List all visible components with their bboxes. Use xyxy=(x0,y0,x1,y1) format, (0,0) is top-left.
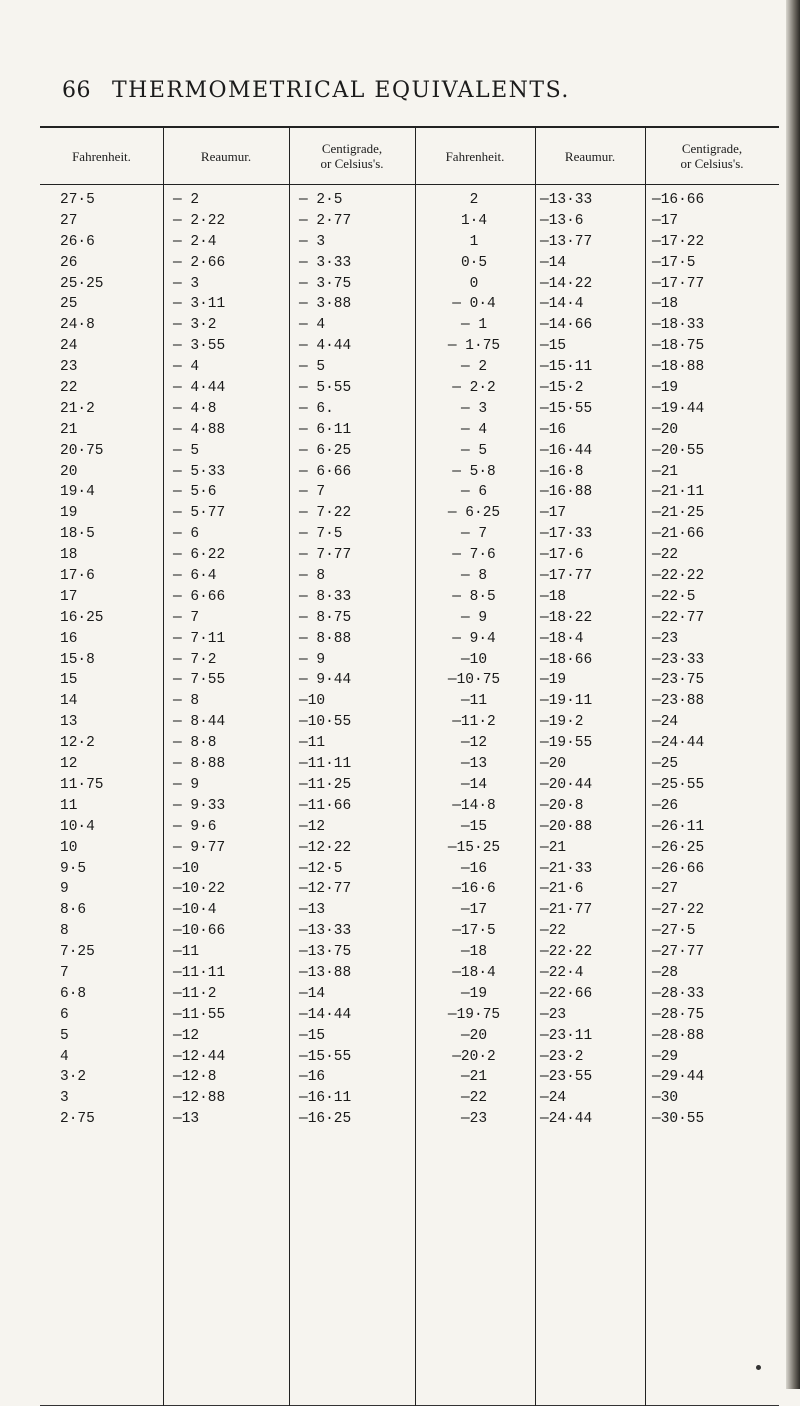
header-reaumur-1: Reaumur. xyxy=(200,148,252,164)
table-cell: 23 xyxy=(60,359,78,376)
header-fahrenheit-2: Fahrenheit. xyxy=(445,148,505,164)
table-cell: 15 xyxy=(60,672,78,689)
table-cell: — 6·66 xyxy=(173,588,226,605)
table-cell: — 8·44 xyxy=(173,714,226,731)
table-cell: —16·66 xyxy=(652,192,705,208)
table-cell: —10·55 xyxy=(299,714,352,731)
table-cell: — 3 xyxy=(299,233,326,250)
table-cell: —27 xyxy=(652,881,679,898)
table-cell: — 4·8 xyxy=(173,400,217,417)
table-cell: —20 xyxy=(652,421,679,438)
table-cell: — 6 xyxy=(173,526,200,543)
fahrenheit-column-1 xyxy=(60,184,104,1130)
reaumur-column-1 xyxy=(173,184,225,1130)
table-cell: — 8·5 xyxy=(452,588,496,605)
table-cell: —18·66 xyxy=(540,651,593,668)
table-cell: —17·77 xyxy=(652,275,705,292)
table-cell: 9 xyxy=(60,881,69,898)
table-cell: —20 xyxy=(460,1027,488,1044)
table-cell: — 7 xyxy=(460,526,488,543)
table-cell: — 8·75 xyxy=(299,609,352,626)
table-cell: — 8·8 xyxy=(173,735,217,752)
table-cell: —21·25 xyxy=(652,505,705,522)
table-cell: —19·2 xyxy=(540,714,584,731)
table-cell: — 2·77 xyxy=(299,212,352,229)
table-cell: —19·11 xyxy=(540,693,593,710)
table-cell: 2·75 xyxy=(60,1111,95,1128)
table-cell: —19·75 xyxy=(447,1006,501,1023)
table-cell: —20·88 xyxy=(540,818,593,835)
table-cell: — 3·2 xyxy=(173,317,217,334)
table-cell: — 0·4 xyxy=(452,296,496,313)
table-cell: —23·55 xyxy=(540,1069,593,1086)
table-cell: —12 xyxy=(173,1027,200,1044)
table-cell: —21 xyxy=(652,463,679,480)
table-cell: — 7·11 xyxy=(173,630,226,647)
table-cell: 3·2 xyxy=(60,1069,87,1086)
table-cell: —23 xyxy=(652,630,679,647)
column-divider xyxy=(645,126,646,1406)
table-cell: —13·75 xyxy=(299,944,352,961)
table-cell: 5 xyxy=(60,1027,69,1044)
table-cell: —18·4 xyxy=(452,964,496,981)
table-cell: —10·4 xyxy=(173,902,217,919)
table-cell: —18·33 xyxy=(652,317,705,334)
table-cell: —18·4 xyxy=(540,630,584,647)
table-cell: — 2·4 xyxy=(173,233,217,250)
table-cell: 1 xyxy=(469,233,479,250)
table-cell: — 7·77 xyxy=(299,547,352,564)
header-centigrade-1: Centigrade, or Celsius's. xyxy=(320,141,384,171)
table-cell: 26 xyxy=(60,254,78,271)
table-cell: —24 xyxy=(652,714,679,731)
table-cell: — 7 xyxy=(173,609,200,626)
table-cell: —13·33 xyxy=(540,192,593,208)
table-cell: —11·66 xyxy=(299,797,352,814)
table-cell: —10 xyxy=(173,860,200,877)
table-cell: —15·25 xyxy=(447,839,501,856)
header-centigrade-2: Centigrade, or Celsius's. xyxy=(680,141,744,171)
table-cell: 6 xyxy=(60,1006,69,1023)
table-cell: —12·5 xyxy=(299,860,343,877)
reaumur-column-2 xyxy=(540,184,592,1130)
table-cell: — 6·11 xyxy=(299,421,352,438)
table-cell: —14 xyxy=(460,776,488,793)
table-cell: —11·2 xyxy=(452,714,496,731)
table-cell: — 9·77 xyxy=(173,839,226,856)
fahrenheit-column-2 xyxy=(434,184,514,1130)
table-cell: 4 xyxy=(60,1048,69,1065)
table-cell: —24·44 xyxy=(540,1111,593,1128)
table-cell: 25 xyxy=(60,296,78,313)
table-cell: — 8 xyxy=(460,568,488,585)
table-cell: — 8·33 xyxy=(299,588,352,605)
table-cell: — 5 xyxy=(460,442,488,459)
table-cell: —13·33 xyxy=(299,923,352,940)
table-cell: —20 xyxy=(540,756,567,773)
table-cell: —17·6 xyxy=(540,547,584,564)
table-cell: 15·8 xyxy=(60,651,95,668)
table-cell: 10·4 xyxy=(60,818,95,835)
table-cell: — 6·4 xyxy=(173,568,217,585)
header-fahrenheit-1: Fahrenheit. xyxy=(72,148,131,164)
table-cell: —25 xyxy=(652,756,679,773)
table-cell: —30 xyxy=(652,1090,679,1107)
table-cell: —16·6 xyxy=(452,881,496,898)
table-cell: — 5 xyxy=(173,442,200,459)
table-cell: —21 xyxy=(460,1069,488,1086)
table-cell: —29·44 xyxy=(652,1069,705,1086)
column-divider xyxy=(415,126,416,1406)
table-cell: 20 xyxy=(60,463,78,480)
table-cell: 18·5 xyxy=(60,526,95,543)
table-cell: 11 xyxy=(60,797,78,814)
table-cell: —13·88 xyxy=(299,964,352,981)
table-cell: — 2·22 xyxy=(173,212,226,229)
table-cell: —23 xyxy=(460,1111,488,1128)
table-cell: — 7 xyxy=(299,484,326,501)
table-cell: —27·77 xyxy=(652,944,705,961)
table-cell: —10 xyxy=(460,651,488,668)
table-cell: 16·25 xyxy=(60,609,104,626)
table-cell: —11 xyxy=(460,693,488,710)
table-cell: — 5·6 xyxy=(173,484,217,501)
table-cell: —17 xyxy=(460,902,488,919)
table-cell: —12·22 xyxy=(299,839,352,856)
table-cell: 27 xyxy=(60,212,78,229)
table-cell: 12 xyxy=(60,756,78,773)
table-cell: —15 xyxy=(460,818,488,835)
table-cell: 19·4 xyxy=(60,484,95,501)
table-cell: —16 xyxy=(540,421,567,438)
table-cell: 14 xyxy=(60,693,78,710)
table-cell: — 2 xyxy=(460,359,488,376)
centigrade-column-1 xyxy=(299,184,351,1130)
table-cell: 0 xyxy=(469,275,479,292)
table-cell: — 6·25 xyxy=(299,442,352,459)
table-cell: —15 xyxy=(540,338,567,355)
table-cell: —16·8 xyxy=(540,463,584,480)
table-cell: —17·5 xyxy=(652,254,696,271)
table-cell: —27·22 xyxy=(652,902,705,919)
table-cell: — 4·44 xyxy=(299,338,352,355)
table-cell: 20·75 xyxy=(60,442,104,459)
table-cell: —23 xyxy=(540,1006,567,1023)
table-cell: —20·2 xyxy=(452,1048,496,1065)
table-cell: 6·8 xyxy=(60,985,87,1002)
table-cell: —11·2 xyxy=(173,985,217,1002)
table-cell: —22·4 xyxy=(540,964,584,981)
page-number: 66 xyxy=(62,78,91,103)
table-cell: —30·55 xyxy=(652,1111,705,1128)
table-cell: —22·66 xyxy=(540,985,593,1002)
table-cell: —21·33 xyxy=(540,860,593,877)
table-cell: —21·66 xyxy=(652,526,705,543)
table-cell: — 9·6 xyxy=(173,818,217,835)
table-cell: —21·77 xyxy=(540,902,593,919)
table-cell: —18·88 xyxy=(652,359,705,376)
table-cell: —13 xyxy=(299,902,326,919)
table-cell: —22 xyxy=(652,547,679,564)
table-cell: 0·5 xyxy=(460,254,488,271)
table-cell: — 7·2 xyxy=(173,651,217,668)
table-cell: —20·8 xyxy=(540,797,584,814)
table-cell: 1·4 xyxy=(460,212,488,229)
table-cell: —12·44 xyxy=(173,1048,226,1065)
table-cell: 22 xyxy=(60,380,78,397)
table-cell: —18 xyxy=(540,588,567,605)
table-cell: —17·22 xyxy=(652,233,705,250)
table-cell: —10·66 xyxy=(173,923,226,940)
table-cell: 7·25 xyxy=(60,944,95,961)
column-divider xyxy=(535,126,536,1406)
table-cell: — 9 xyxy=(173,776,200,793)
table-cell: —24 xyxy=(540,1090,567,1107)
table-cell: — 9·44 xyxy=(299,672,352,689)
table-cell: 12·2 xyxy=(60,735,95,752)
table-cell: —14 xyxy=(540,254,567,271)
table-cell: 24 xyxy=(60,338,78,355)
table-cell: —19 xyxy=(540,672,567,689)
table-cell: — 5·8 xyxy=(452,463,496,480)
table-cell: —28·75 xyxy=(652,1006,705,1023)
table-cell: 7 xyxy=(60,964,69,981)
table-cell: —23·75 xyxy=(652,672,705,689)
table-cell: —18 xyxy=(652,296,679,313)
table-cell: —28 xyxy=(652,964,679,981)
table-cell: — 2 xyxy=(173,192,200,208)
table-cell: —17·77 xyxy=(540,568,593,585)
table-cell: 17 xyxy=(60,588,78,605)
table-cell: —27·5 xyxy=(652,923,696,940)
table-cell: — 2·2 xyxy=(452,380,496,397)
table-cell: —11·55 xyxy=(173,1006,226,1023)
table-cell: 3 xyxy=(60,1090,69,1107)
table-cell: 2 xyxy=(469,192,479,208)
table-cell: — 7·5 xyxy=(299,526,343,543)
table-cell: —23·11 xyxy=(540,1027,593,1044)
table-cell: — 9·33 xyxy=(173,797,226,814)
table-cell: — 6 xyxy=(460,484,488,501)
table-cell: —12·8 xyxy=(173,1069,217,1086)
table-cell: — 4 xyxy=(173,359,200,376)
table-cell: —20·44 xyxy=(540,776,593,793)
table-cell: —13 xyxy=(173,1111,200,1128)
table-cell: —12·77 xyxy=(299,881,352,898)
column-divider xyxy=(163,126,164,1406)
table-cell: —15·11 xyxy=(540,359,593,376)
table-cell: —10·22 xyxy=(173,881,226,898)
centigrade-column-2 xyxy=(652,184,704,1130)
table-cell: —12 xyxy=(299,818,326,835)
table-cell: — 4 xyxy=(460,421,488,438)
table-cell: —17 xyxy=(652,212,679,229)
table-cell: —17 xyxy=(540,505,567,522)
table-cell: —19 xyxy=(460,985,488,1002)
table-cell: — 9·4 xyxy=(452,630,496,647)
table-cell: —14·22 xyxy=(540,275,593,292)
table-cell: — 3 xyxy=(173,275,200,292)
table-cell: —15 xyxy=(299,1027,326,1044)
table-cell: 27·5 xyxy=(60,192,95,208)
table-cell: — 9 xyxy=(460,609,488,626)
table-cell: —16·11 xyxy=(299,1090,352,1107)
table-cell: —22·22 xyxy=(540,944,593,961)
table-cell: —23·2 xyxy=(540,1048,584,1065)
table-cell: 9·5 xyxy=(60,860,87,877)
table-cell: — 4·88 xyxy=(173,421,226,438)
table-cell: —13·6 xyxy=(540,212,584,229)
table-cell: — 5·77 xyxy=(173,505,226,522)
table-cell: —19 xyxy=(652,380,679,397)
table-cell: —18·75 xyxy=(652,338,705,355)
table-cell: —14·66 xyxy=(540,317,593,334)
table-cell: — 8 xyxy=(173,693,200,710)
table-cell: —26·66 xyxy=(652,860,705,877)
table-cell: 19 xyxy=(60,505,78,522)
table-cell: — 3·11 xyxy=(173,296,226,313)
table-cell: —22·22 xyxy=(652,568,705,585)
table-cell: — 6·25 xyxy=(447,505,501,522)
table-cell: —23·33 xyxy=(652,651,705,668)
header-reaumur-2: Reaumur. xyxy=(564,148,616,164)
table-cell: —22 xyxy=(460,1090,488,1107)
table-cell: —21 xyxy=(540,839,567,856)
table-cell: —26·25 xyxy=(652,839,705,856)
table-cell: — 4·44 xyxy=(173,380,226,397)
table-cell: —15·55 xyxy=(540,400,593,417)
table-cell: —11 xyxy=(299,735,326,752)
table-cell: 21 xyxy=(60,421,78,438)
table-cell: —23·88 xyxy=(652,693,705,710)
table-cell: —12 xyxy=(460,735,488,752)
table-cell: —12·88 xyxy=(173,1090,226,1107)
table-cell: 25·25 xyxy=(60,275,104,292)
table-cell: — 7·6 xyxy=(452,547,496,564)
table-cell: —16 xyxy=(460,860,488,877)
table-cell: —14·44 xyxy=(299,1006,352,1023)
ink-speck xyxy=(756,1365,761,1370)
table-cell: — 8 xyxy=(299,568,326,585)
table-cell: — 9 xyxy=(299,651,326,668)
table-cell: 13 xyxy=(60,714,78,731)
table-cell: —29 xyxy=(652,1048,679,1065)
table-cell: —15·55 xyxy=(299,1048,352,1065)
table-cell: 18 xyxy=(60,547,78,564)
table-cell: —28·88 xyxy=(652,1027,705,1044)
table-cell: 24·8 xyxy=(60,317,95,334)
table-cell: — 7·55 xyxy=(173,672,226,689)
table-cell: — 5 xyxy=(299,359,326,376)
table-cell: —21·6 xyxy=(540,881,584,898)
table-cell: —26 xyxy=(652,797,679,814)
table-cell: —13 xyxy=(460,756,488,773)
table-cell: —25·55 xyxy=(652,776,705,793)
table-cell: —24·44 xyxy=(652,735,705,752)
table-cell: —28·33 xyxy=(652,985,705,1002)
table-cell: —14·8 xyxy=(452,797,496,814)
table-cell: —22·5 xyxy=(652,588,696,605)
table-cell: —16·25 xyxy=(299,1111,352,1128)
equivalents-table xyxy=(40,126,779,1406)
table-cell: —17·33 xyxy=(540,526,593,543)
table-cell: — 1·75 xyxy=(447,338,501,355)
table-cell: —16·44 xyxy=(540,442,593,459)
table-cell: 17·6 xyxy=(60,568,95,585)
table-cell: —14 xyxy=(299,985,326,1002)
table-cell: — 8·88 xyxy=(173,756,226,773)
table-cell: 16 xyxy=(60,630,78,647)
table-cell: —22·77 xyxy=(652,609,705,626)
table-cell: — 6·66 xyxy=(299,463,352,480)
table-cell: — 6. xyxy=(299,400,334,417)
column-divider xyxy=(289,126,290,1406)
table-cell: — 5·33 xyxy=(173,463,226,480)
table-cell: —18 xyxy=(460,944,488,961)
table-cell: —26·11 xyxy=(652,818,705,835)
table-cell: —18·22 xyxy=(540,609,593,626)
table-cell: 10 xyxy=(60,839,78,856)
table-cell: 8 xyxy=(60,923,69,940)
page-title: THERMOMETRICAL EQUIVALENTS. xyxy=(112,78,570,103)
table-cell: —19·44 xyxy=(652,400,705,417)
table-cell: —19·55 xyxy=(540,735,593,752)
table-cell: —10 xyxy=(299,693,326,710)
table-cell: — 3·88 xyxy=(299,296,352,313)
table-cell: — 3·33 xyxy=(299,254,352,271)
table-cell: — 6·22 xyxy=(173,547,226,564)
table-cell: —13·77 xyxy=(540,233,593,250)
table-cell: 8·6 xyxy=(60,902,87,919)
table-cell: 21·2 xyxy=(60,400,95,417)
table-cell: 26·6 xyxy=(60,233,95,250)
table-cell: —16·88 xyxy=(540,484,593,501)
table-cell: —11·11 xyxy=(299,756,352,773)
table-cell: —11 xyxy=(173,944,200,961)
table-cell: —11·25 xyxy=(299,776,352,793)
table-cell: —20·55 xyxy=(652,442,705,459)
table-cell: — 3·55 xyxy=(173,338,226,355)
table-cell: — 3 xyxy=(460,400,488,417)
table-cell: — 4 xyxy=(299,317,326,334)
table-cell: — 8·88 xyxy=(299,630,352,647)
table-cell: 11·75 xyxy=(60,776,104,793)
table-cell: —22 xyxy=(540,923,567,940)
table-cell: — 1 xyxy=(460,317,488,334)
table-cell: — 2·66 xyxy=(173,254,226,271)
table-cell: —15·2 xyxy=(540,380,584,397)
table-cell: —21·11 xyxy=(652,484,705,501)
table-cell: — 2·5 xyxy=(299,192,343,208)
table-cell: —14·4 xyxy=(540,296,584,313)
table-cell: — 7·22 xyxy=(299,505,352,522)
table-cell: — 3·75 xyxy=(299,275,352,292)
table-cell: —11·11 xyxy=(173,964,226,981)
table-cell: —17·5 xyxy=(452,923,496,940)
table-cell: — 5·55 xyxy=(299,380,352,397)
table-cell: —10·75 xyxy=(447,672,501,689)
table-cell: —16 xyxy=(299,1069,326,1086)
page-edge-shadow xyxy=(786,0,800,1389)
